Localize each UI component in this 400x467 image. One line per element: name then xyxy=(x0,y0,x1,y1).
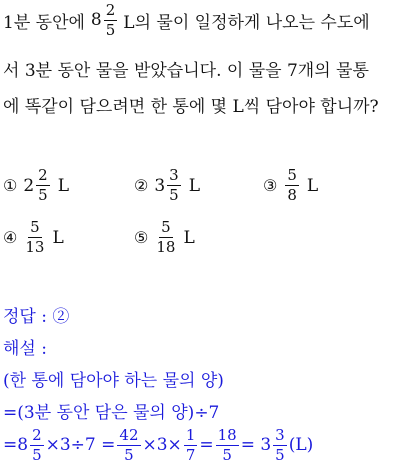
option-unit: L xyxy=(52,227,64,248)
option-whole: 3 xyxy=(154,175,166,196)
numerator: 1 xyxy=(185,425,196,444)
fraction xyxy=(25,220,44,255)
denominator: 7 xyxy=(185,445,196,464)
explanation-line-2: =(3분 동안 담은 물의 양)÷7 xyxy=(3,403,220,423)
option-number: ⑤ xyxy=(134,228,149,247)
option-4[interactable] xyxy=(3,220,64,255)
denominator: 5 xyxy=(222,445,232,464)
calc-text: = 3 xyxy=(240,435,272,455)
option-2[interactable] xyxy=(134,168,200,203)
option-unit: L xyxy=(183,227,195,248)
denominator: 13 xyxy=(25,238,45,256)
fraction xyxy=(117,425,140,464)
fraction xyxy=(216,425,239,464)
explanation-calculation xyxy=(3,424,313,466)
fraction xyxy=(30,425,44,464)
denominator: 8 xyxy=(287,186,297,204)
calc-text: 8 xyxy=(17,435,29,455)
denominator: 18 xyxy=(156,238,176,256)
question-text: 1분 동안에 xyxy=(3,12,85,33)
fraction xyxy=(273,425,287,464)
fraction xyxy=(104,0,118,39)
question-text: L의 물이 일정하게 나오는 수도에 xyxy=(123,12,370,33)
calc-text: ×3÷7 = xyxy=(45,435,116,455)
explanation-line-1: (한 통에 담아야 하는 물의 양) xyxy=(3,371,224,391)
option-5[interactable] xyxy=(134,220,195,255)
fraction xyxy=(36,168,50,203)
calc-text: = xyxy=(3,435,18,455)
option-whole: 2 xyxy=(23,175,35,196)
denominator: 5 xyxy=(275,445,285,464)
option-unit: L xyxy=(57,175,70,196)
denominator: 5 xyxy=(105,20,116,39)
question-line-3: 에 똑같이 담으려면 한 통에 몇 L씩 담아야 합니까? xyxy=(3,97,379,117)
option-number: ① xyxy=(3,176,18,195)
option-number: ③ xyxy=(263,176,278,195)
denominator: 5 xyxy=(169,186,179,204)
explanation-label: 해설 : xyxy=(3,339,47,359)
option-number: ② xyxy=(134,176,149,195)
numerator: 3 xyxy=(275,425,285,444)
numerator: 5 xyxy=(161,218,171,236)
denominator: 5 xyxy=(124,445,134,464)
numerator: 2 xyxy=(105,0,116,19)
calc-text: = xyxy=(199,435,214,455)
option-1[interactable] xyxy=(3,168,69,203)
answer-label: 정답 : ② xyxy=(3,307,70,327)
numerator: 18 xyxy=(217,425,237,444)
fraction-whole: 8 xyxy=(90,10,102,30)
question-line-1 xyxy=(3,0,370,40)
numerator: 5 xyxy=(30,218,40,236)
option-number: ④ xyxy=(3,228,18,247)
fraction xyxy=(184,425,198,464)
option-3[interactable] xyxy=(263,168,318,203)
question-line-2: 서 3분 동안 물을 받았습니다. 이 물을 7개의 물통 xyxy=(3,61,369,81)
calc-text: ×3× xyxy=(142,435,182,455)
numerator: 5 xyxy=(287,166,297,184)
fraction xyxy=(285,168,299,203)
fraction xyxy=(167,168,181,203)
calc-unit: (L) xyxy=(288,435,314,455)
numerator: 42 xyxy=(119,425,139,444)
numerator: 3 xyxy=(169,166,179,184)
numerator: 2 xyxy=(38,166,48,184)
denominator: 5 xyxy=(32,445,42,464)
option-unit: L xyxy=(188,175,201,196)
numerator: 2 xyxy=(32,425,42,444)
mixed-fraction xyxy=(90,0,119,39)
denominator: 5 xyxy=(38,186,48,204)
fraction xyxy=(156,220,175,255)
option-unit: L xyxy=(306,175,319,196)
